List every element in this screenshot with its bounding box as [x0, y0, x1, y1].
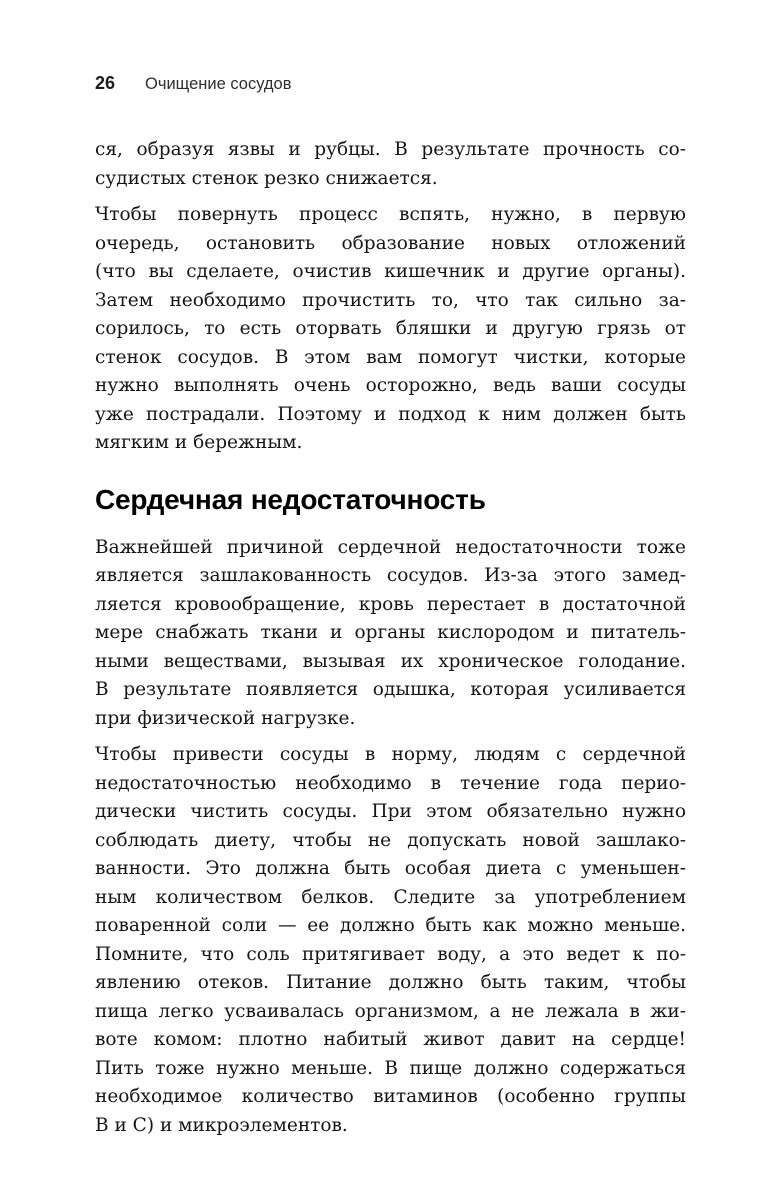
text-line: нужно выполнять очень осторожно, ведь ваши сосуды	[95, 375, 686, 396]
paragraph	[95, 136, 686, 193]
running-title: Очищение сосудов	[145, 75, 292, 93]
text-line: соблюдать диету, чтобы не допускать новой зашлако-	[95, 829, 686, 851]
text-line: явлению отеков. Питание должно быть таким, чтобы	[95, 972, 686, 993]
text-line: дически чистить сосуды. При этом обязательно нужно	[95, 801, 686, 822]
text-line: Пить тоже нужно меньше. В пище должно содержаться	[95, 1057, 686, 1079]
text-line: Помните, что соль притягивает воду, а это ведет к по-	[95, 943, 686, 965]
paragraph	[95, 201, 686, 458]
section-heading: Сердечная недостаточность	[95, 483, 486, 515]
text-line: недостаточностью необходимо в течение года перио-	[95, 772, 686, 794]
text-line: ными веществами, вызывая их хроническое голодание.	[95, 650, 686, 672]
text-line: пища легко усваивалась организмом, а не лежала в жи-	[95, 1000, 686, 1022]
page-number: 26	[95, 73, 116, 93]
text-line: мягким и бережным.	[95, 432, 303, 453]
text-line: Чтобы повернуть процесс вспять, нужно, в первую	[95, 204, 686, 225]
text-line: Важнейшей причиной сердечной недостаточности тоже	[95, 536, 686, 558]
text-line: является зашлакованность сосудов. Из-за этого замед-	[95, 565, 686, 586]
text-line: B и C) и микроэлементов.	[95, 1114, 348, 1136]
paragraph	[95, 741, 686, 1140]
paragraph	[95, 534, 686, 734]
text-line: поваренной соли — ее должно быть как можно меньше.	[95, 915, 686, 936]
text-line: ся, образуя язвы и рубцы. В результате прочность со-	[95, 139, 686, 160]
text-line: ляется кровообращение, кровь перестает в достаточной	[95, 593, 686, 615]
text-line: ным количеством белков. Следите за употреблением	[95, 886, 686, 908]
page-body-text	[95, 136, 686, 1148]
text-line: В результате появляется одышка, которая усиливается	[95, 679, 686, 700]
text-line: мере снабжать ткани и органы кислородом и питатель-	[95, 622, 686, 643]
text-line: очередь, остановить образование новых отложений	[95, 232, 686, 254]
text-line: стенок сосудов. В этом вам помогут чистки, которые	[95, 346, 686, 368]
text-line: Чтобы привести сосуды в норму, людям с сердечной	[95, 744, 686, 765]
running-head	[95, 73, 686, 94]
text-line: при физической нагрузке.	[95, 707, 356, 729]
text-line: необходимое количество витаминов (особенно группы	[95, 1086, 686, 1107]
text-line: ванности. Это должна быть особая диета с уменьшен-	[95, 858, 686, 879]
text-line: уже пострадали. Поэтому и подход к ним должен быть	[95, 403, 686, 425]
text-line: воте комом: плотно набитый живот давит на сердце!	[95, 1029, 686, 1050]
text-line: Затем необходимо прочистить то, что так сильно за-	[95, 289, 686, 311]
text-line: сорилось, то есть оторвать бляшки и другую грязь от	[95, 318, 686, 339]
text-line: (что вы сделаете, очистив кишечник и другие органы).	[95, 261, 686, 282]
text-line: судистых стенок резко снижается.	[95, 167, 438, 189]
